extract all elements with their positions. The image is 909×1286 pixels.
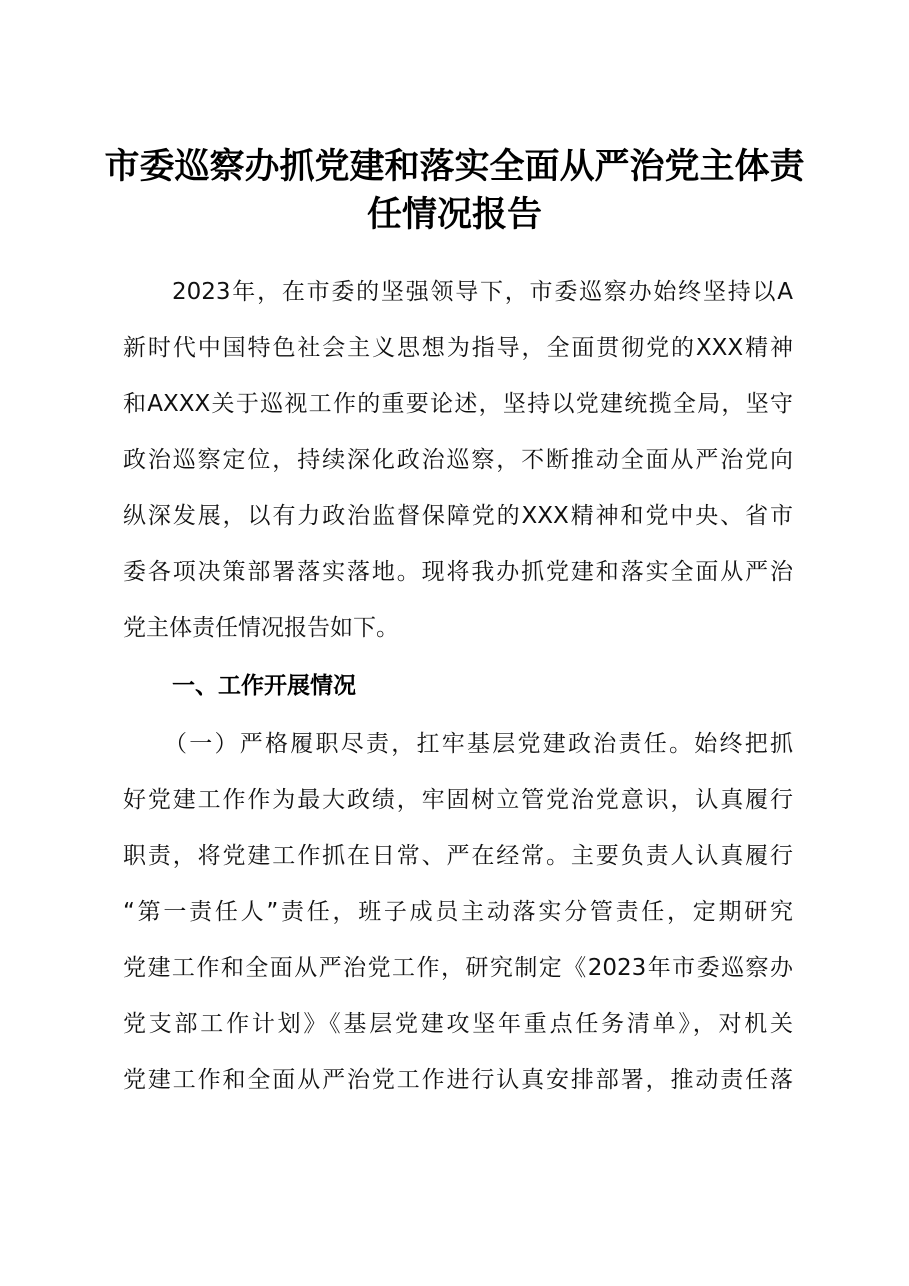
document-title-line-1: 市委巡察办抓党建和落实全面从严治党主体责: [104, 146, 805, 187]
intro-paragraph-line: 委各项决策部署落实落地。现将我办抓党建和落实全面从严治: [123, 559, 793, 585]
intro-paragraph-line: 和AXXX关于巡视工作的重要论述，坚持以党建统揽全局，坚守: [123, 391, 793, 417]
section-paragraph-line: 党建工作和全面从严治党工作，研究制定《2023年市委巡察办: [123, 955, 793, 981]
intro-paragraph-line: 党主体责任情况报告如下。: [123, 615, 399, 641]
section-paragraph-line: “第一责任人”责任，班子成员主动落实分管责任，定期研究: [123, 899, 793, 925]
section-paragraph-line: 好党建工作作为最大政绩，牢固树立管党治党意识，认真履行: [123, 787, 793, 813]
section-paragraph-line: 职责，将党建工作抓在日常、严在经常。主要负责人认真履行: [123, 843, 793, 869]
section-paragraph-line: （一）严格履职尽责，扛牢基层党建政治责任。始终把抓: [164, 731, 793, 757]
section-heading: 一、工作开展情况: [172, 673, 356, 699]
intro-paragraph-line: 纵深发展，以有力政治监督保障党的XXX精神和党中央、省市: [123, 503, 793, 529]
section-paragraph-line: 党建工作和全面从严治党工作进行认真安排部署，推动责任落: [123, 1067, 793, 1093]
intro-paragraph-line: 新时代中国特色社会主义思想为指导，全面贯彻党的XXX精神: [123, 335, 793, 361]
intro-paragraph-line: 政治巡察定位，持续深化政治巡察，不断推动全面从严治党向: [123, 447, 793, 473]
section-paragraph-line: 党支部工作计划》《基层党建攻坚年重点任务清单》，对机关: [123, 1011, 793, 1037]
document-title-line-2: 任情况报告: [366, 194, 542, 235]
intro-paragraph-line: 2023年，在市委的坚强领导下，市委巡察办始终坚持以A: [172, 279, 793, 305]
